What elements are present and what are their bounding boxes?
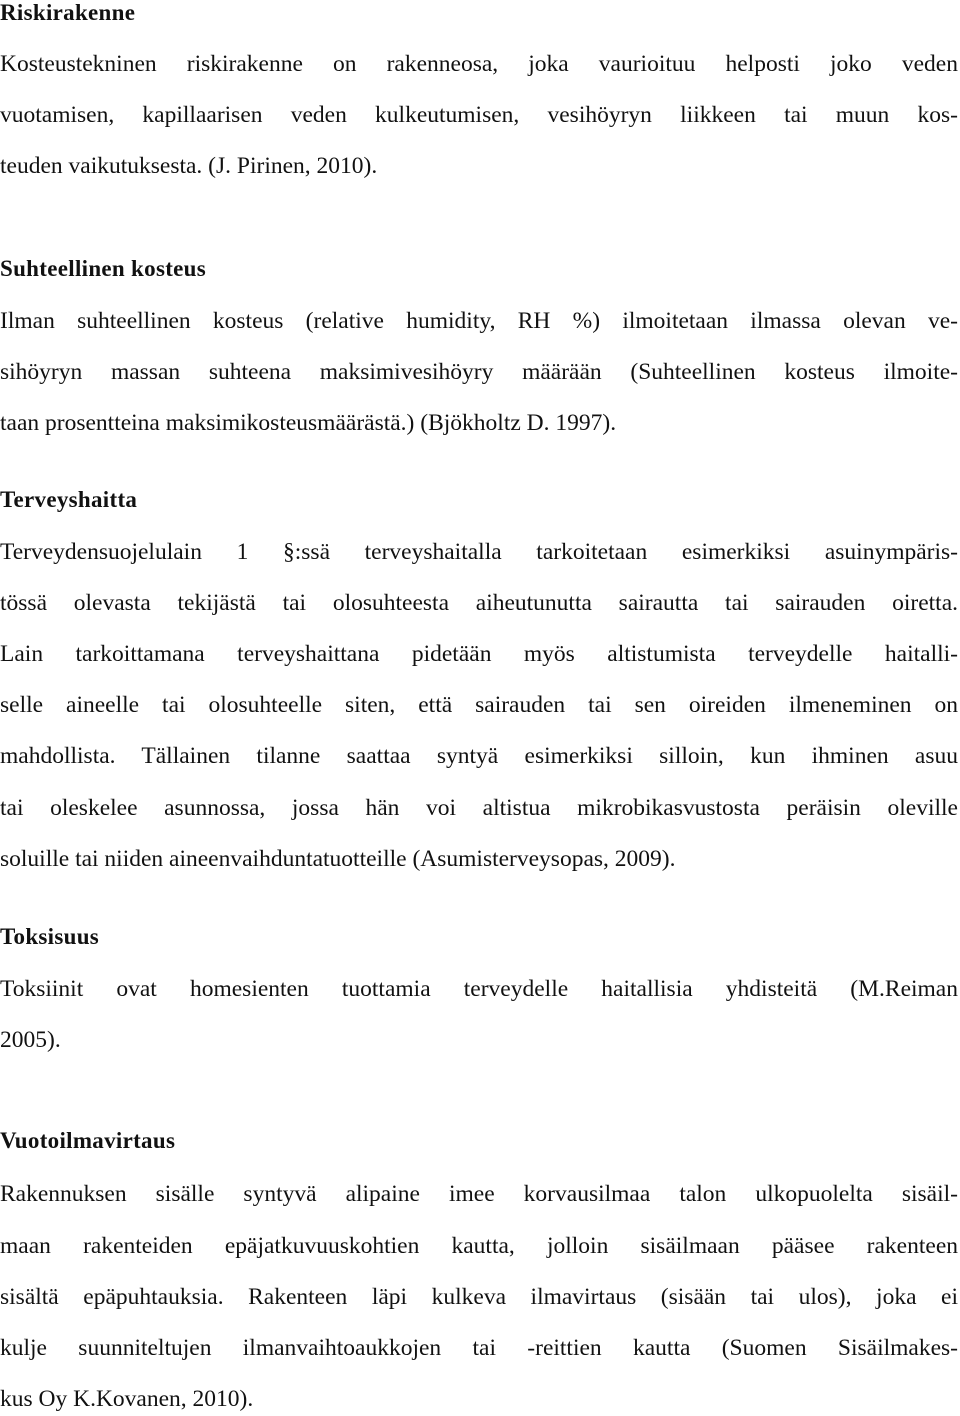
paragraph-line: tössä olevasta tekijästä tai olosuhteesta aiheutunutta sairautta tai sairauden oiretta.: [0, 590, 958, 616]
paragraph-line: 2005).: [0, 1027, 61, 1053]
paragraph-line: tai oleskelee asunnossa, jossa hän voi altistua mikrobikasvustosta peräisin oleville: [0, 795, 958, 821]
paragraph-line: sihöyryn massan suhteena maksimivesihöyry määrään (Suhteellinen kosteus ilmoite-: [0, 359, 958, 385]
section-heading-terveyshaitta: Terveyshaitta: [0, 487, 138, 512]
paragraph-line: Ilman suhteellinen kosteus (relative humidity, RH %) ilmoitetaan ilmassa olevan ve-: [0, 308, 958, 334]
paragraph-line: Lain tarkoittamana terveyshaittana pidetään myös altistumista terveydelle haitalli-: [0, 641, 958, 667]
paragraph-line: taan prosentteina maksimikosteusmäärästä.) (Bjökholtz D. 1997).: [0, 410, 617, 436]
paragraph-line: mahdollista. Tällainen tilanne saattaa syntyä esimerkiksi silloin, kun ihminen asuu: [0, 743, 958, 769]
paragraph-line: Toksiinit ovat homesienten tuottamia terveydelle haitallisia yhdisteitä (M.Reiman: [0, 976, 958, 1002]
paragraph-line: Kosteustekninen riskirakenne on rakenneosa, joka vaurioituu helposti joko veden: [0, 51, 958, 77]
section-heading-riskirakenne: Riskirakenne: [0, 0, 136, 25]
paragraph-line: soluille tai niiden aineenvaihduntatuotteille (Asumisterveysopas, 2009).: [0, 846, 676, 872]
paragraph-line: selle aineelle tai olosuhteelle siten, että sairauden tai sen oireiden ilmeneminen on: [0, 692, 958, 718]
paragraph-line: kus Oy K.Kovanen, 2010).: [0, 1386, 254, 1412]
paragraph-line: kulje suunniteltujen ilmanvaihtoaukkojen tai -reittien kautta (Suomen Sisäilmakes-: [0, 1335, 958, 1361]
paragraph-line: Terveydensuojelulain 1 §:ssä terveyshaitalla tarkoitetaan esimerkiksi asuinympäris-: [0, 539, 958, 565]
paragraph-line: Rakennuksen sisälle syntyvä alipaine imee korvausilmaa talon ulkopuolelta sisäil-: [0, 1181, 958, 1207]
paragraph-line: vuotamisen, kapillaarisen veden kulkeutumisen, vesihöyryn liikkeen tai muun kos-: [0, 102, 958, 128]
section-heading-suhteellinen-kosteus: Suhteellinen kosteus: [0, 256, 207, 281]
section-heading-vuotoilmavirtaus: Vuotoilmavirtaus: [0, 1128, 176, 1153]
paragraph-line: sisältä epäpuhtauksia. Rakenteen läpi kulkeva ilmavirtaus (sisään tai ulos), joka ei: [0, 1284, 958, 1310]
section-heading-toksisuus: Toksisuus: [0, 924, 100, 949]
paragraph-line: maan rakenteiden epäjatkuvuuskohtien kautta, jolloin sisäilmaan pääsee rakenteen: [0, 1233, 958, 1259]
paragraph-line: teuden vaikutuksesta. (J. Pirinen, 2010).: [0, 153, 378, 179]
